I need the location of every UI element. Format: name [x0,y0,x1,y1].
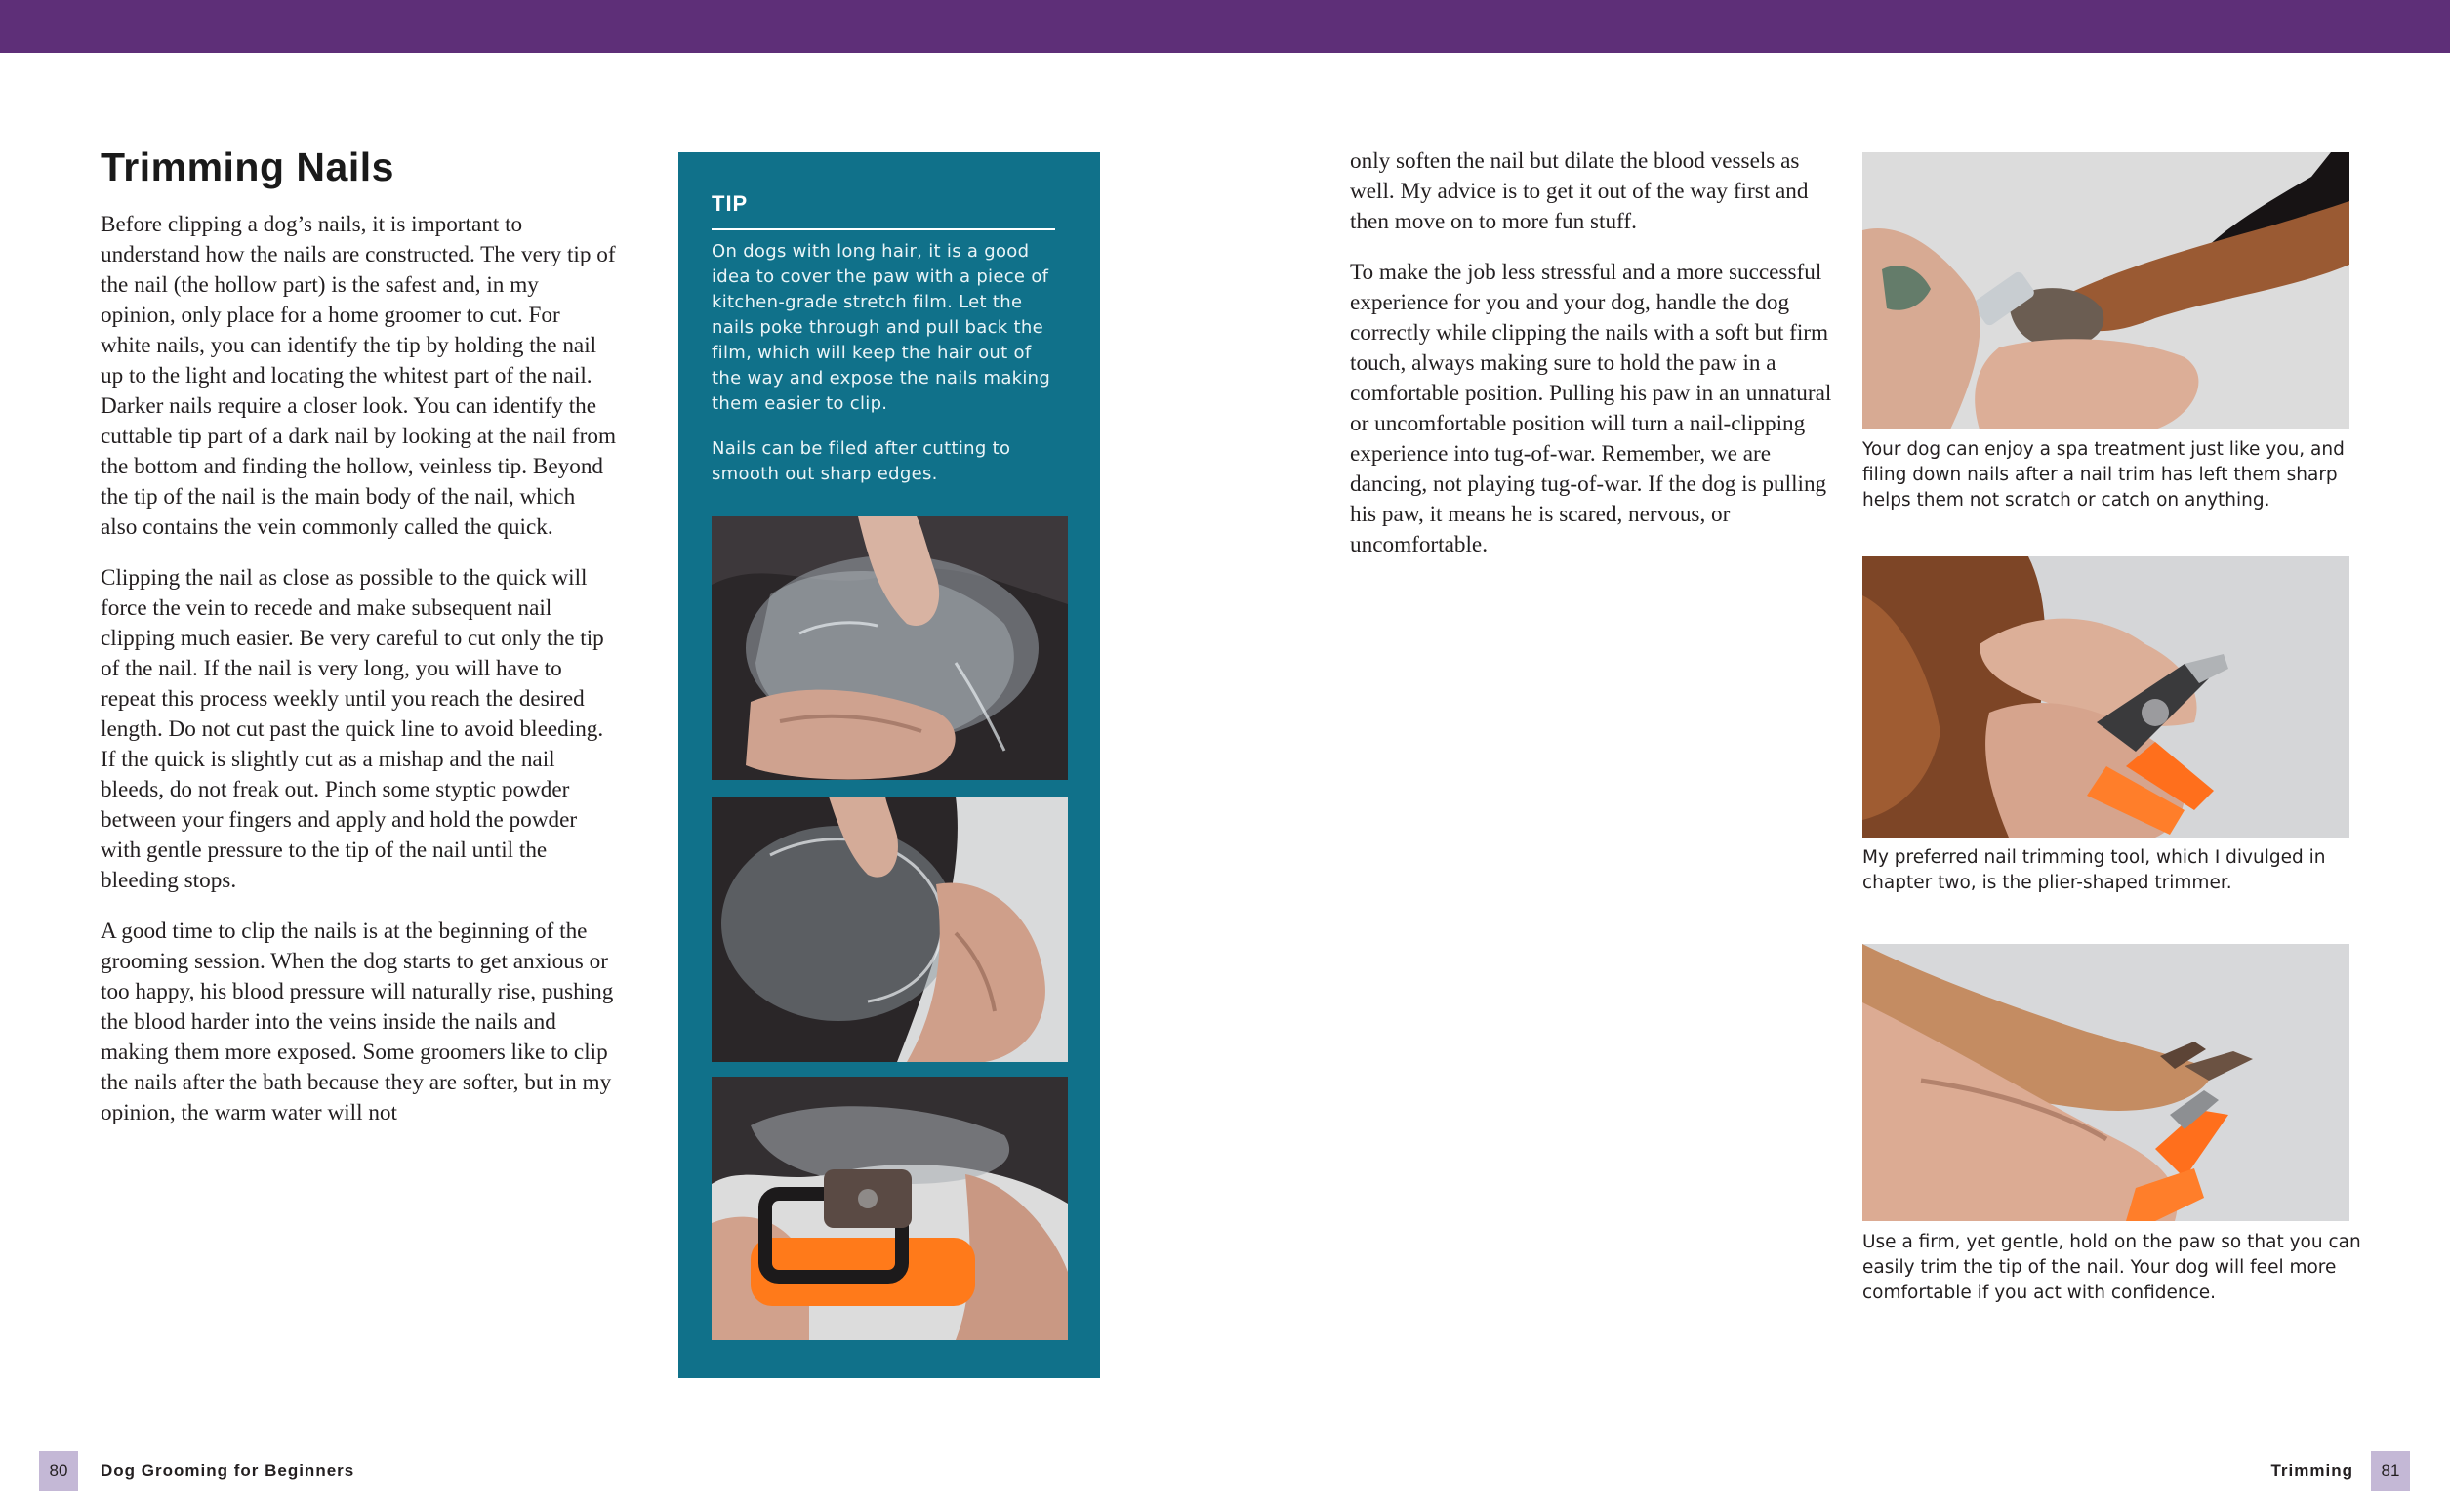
running-head-book-title: Dog Grooming for Beginners [101,1461,355,1480]
photo-caption: My preferred nail trimming tool, which I divulged in chapter two, is the plier-shaped trimmer. [1862,847,2326,893]
left-body-text [101,210,616,1149]
photo-pulling-back-film [712,797,1068,1062]
top-color-band [0,0,2450,53]
tip-title: TIP [712,191,749,216]
body-paragraph: A good time to clip the nails is at the beginning of the grooming session. When the dog starts to get anxious or too happy, his blood pressure will naturally rise, pushing the blood harder into the veins inside the nails and making them more exposed. Some groomers like to clip the nails after the bath because they are softer, but in my opinion, the warm water will not [101,919,614,1125]
photo-paw-wrapped-in-film [712,516,1068,780]
running-head-chapter: Trimming [2270,1461,2353,1480]
photo-filing-nails [1862,152,2349,429]
page-number: 80 [39,1451,78,1491]
photo-holding-paw-trimming [1862,944,2349,1221]
photo-clipping-with-trimmer [712,1077,1068,1340]
photo-plier-trimmer [1862,556,2349,838]
body-paragraph: Before clipping a dog’s nails, it is important to understand how the nails are constructed. The very tip of the nail (the hollow part) is the safest and, in my opinion, only place for a home groomer to cut. For white nails, you can identify the tip by holding the nail up to the light and locating the whitest part of the nail. Darker nails require a closer look. You can identify the cuttable tip part of a dark nail by looking at the nail from the bottom and finding the hollow, veinless tip. Beyond the tip of the nail is the main body of the nail, which also contains the vein commonly called the quick. [101,212,617,540]
body-paragraph: Clipping the nail as close as possible to the quick will force the vein to recede and make subsequent nail clipping much easier. Be very careful to cut only the tip of the nail. If the nail is very long, you will have to repeat this process weekly until you reach the desired length. Do not cut past the quick line to avoid bleeding. If the quick is slightly cut as a mishap and the nail bleeds, do not freak out. Pinch some styptic powder between your fingers and apply and hold the powder with gentle pressure to the tip of the nail until the bleeding stops. [101,565,604,893]
page-number: 81 [2371,1451,2410,1491]
body-paragraph: only soften the nail but dilate the blood vessels as well. My advice is to get it out of the way first and then move on to more fun stuff. [1350,148,1809,234]
tip-divider [712,228,1055,230]
section-heading: Trimming Nails [101,144,394,189]
tip-paragraph: On dogs with long hair, it is a good idea to cover the paw with a piece of kitchen-grade stretch film. Let the nails poke through and pull back the film, which will keep the hair out of the way and expose the nails making them easier to clip. [712,241,1051,414]
photo-caption: Your dog can enjoy a spa treatment just like you, and filing down nails after a nail trim has left them sharp helps them not scratch or catch on anything. [1862,439,2345,511]
photo-caption: Use a firm, yet gentle, hold on the paw so that you can easily trim the tip of the nail. Your dog will feel more comfortable if you act with confidence. [1862,1232,2361,1303]
right-body-text [1350,146,1833,581]
body-paragraph: To make the job less stressful and a more successful experience for you and your dog, handle the dog correctly while clipping the nails with a soft but firm touch, always making sure to hold the paw in a comfortable position. Pulling his paw in an unnatural or uncomfortable position will turn a nail-clipping experience into tug-of-war. Remember, we are dancing, not playing tug-of-war. If the dog is pulling his paw, it means he is scared, nervous, or uncomfortable. [1350,260,1832,557]
tip-paragraph: Nails can be filed after cutting to smooth out sharp edges. [712,438,1011,484]
tip-sidebar [678,152,1100,1378]
